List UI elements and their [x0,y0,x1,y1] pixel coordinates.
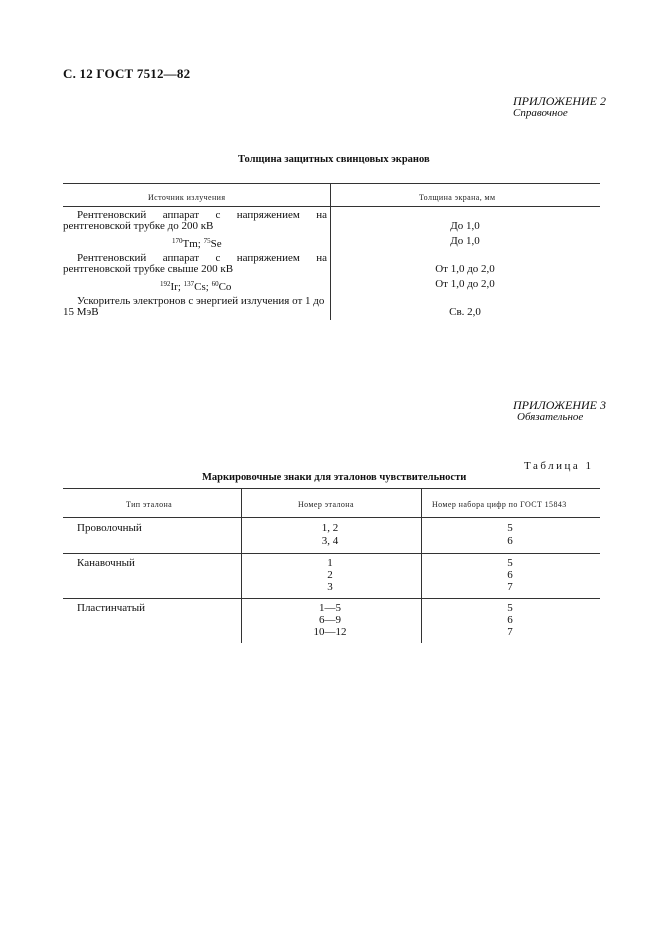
isotope-element: Tm; [182,238,204,250]
table-row-digit-set: 6 [507,535,513,547]
appendix-3-status: Обязательное [517,411,584,423]
isotope-element: Ir; [170,281,184,293]
isotope-element: Co [218,281,232,293]
table-row-thickness: От 1,0 до 2,0 [435,278,495,290]
table-group-rule [63,553,600,554]
table-row-thickness: До 1,0 [450,235,480,247]
table-header-rule [63,517,600,518]
table-top-rule [63,183,600,184]
isotope-mass: 75 [203,237,211,245]
table-row-digit-set: 6 [507,614,513,626]
table-row-number: 6—9 [319,614,341,626]
table-row-number: 1 [327,557,333,569]
column-header-thickness: Толщина экрана, мм [419,193,496,202]
column-divider [241,488,242,643]
table-row-isotopes [172,236,222,250]
isotope-mass: 137 [183,280,195,288]
table-row-source-line: рентгеновской трубке до 200 кВ [63,220,214,232]
appendix-2-status: Справочное [513,107,568,119]
table-row-source-line: Рентгеновский аппарат с напряжением на [77,252,327,264]
appendix-2-label: ПРИЛОЖЕНИЕ 2 [513,94,606,108]
table-row-digit-set: 7 [507,626,513,638]
table-row-digit-set: 5 [507,522,513,534]
appendix-3-label: ПРИЛОЖЕНИЕ 3 [513,398,606,412]
table-number-label: Таблица 1 [524,460,594,472]
isotope-element: Se [210,238,222,250]
table-row-type: Канавочный [77,557,135,569]
table-group-rule [63,598,600,599]
table-row-number: 1—5 [319,602,341,614]
table-row-source-line: 15 МэВ [63,306,99,318]
table-row-number: 3, 4 [321,535,339,547]
table-row-number: 1, 2 [321,522,339,534]
table-row-digit-set: 7 [507,581,513,593]
isotope-mass: 170 [172,237,183,245]
table-row-digit-set: 5 [507,557,513,569]
table-row-type: Пластинчатый [77,602,145,614]
table-row-thickness: От 1,0 до 2,0 [435,263,495,275]
column-header-source: Источник излучения [148,193,226,202]
table-row-digit-set: 6 [507,569,513,581]
column-header-digit-set: Номер набора цифр по ГОСТ 15843 [432,500,567,509]
table-row-isotopes [160,279,231,293]
isotope-mass: 192 [160,280,171,288]
table-row-thickness: До 1,0 [450,220,480,232]
isotope-mass: 60 [211,280,219,288]
table-row-digit-set: 5 [507,602,513,614]
table-row-number: 10—12 [313,626,347,638]
table-row-source-line: рентгеновской трубке свыше 200 кВ [63,263,234,275]
column-divider [330,183,331,320]
column-divider [421,488,422,643]
table-row-thickness: Св. 2,0 [449,306,481,318]
table-row-number: 3 [327,581,333,593]
table-row-source-line: Рентгеновский аппарат с напряжением на [77,209,327,221]
isotope-element: Cs; [194,281,212,293]
appendix-3-title: Маркировочные знаки для эталонов чувствительности [202,472,467,483]
page-header: С. 12 ГОСТ 7512—82 [63,66,191,81]
column-header-number: Номер эталона [298,500,354,509]
table-row-source-line: Ускоритель электронов с энергией излучения от 1 до [77,295,325,307]
table-header-rule [63,206,600,207]
table-top-rule [63,488,600,489]
appendix-2-title: Толщина защитных свинцовых экранов [238,154,430,165]
column-header-type: Тип эталона [126,500,173,509]
table-row-number: 2 [327,569,333,581]
table-row-type: Проволочный [77,522,142,534]
